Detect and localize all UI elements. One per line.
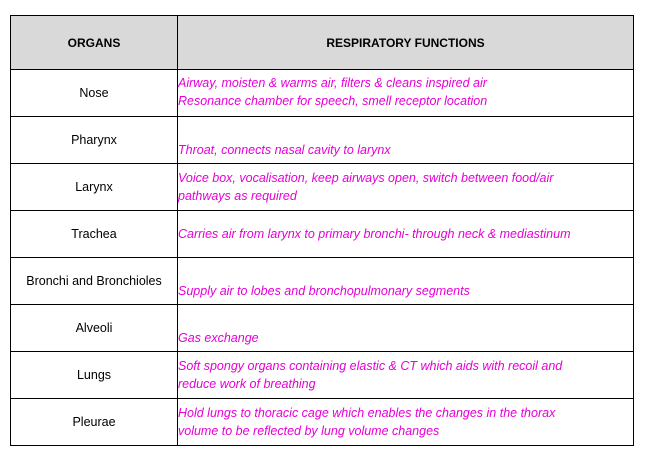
- table-header-row: [11, 16, 634, 70]
- table-row: [11, 352, 634, 399]
- function-text: volume to be reflected by lung volume changes: [178, 424, 440, 438]
- organ-name: Nose: [11, 70, 178, 117]
- organs-column-header: ORGANS: [11, 16, 178, 70]
- function-text: Soft spongy organs containing elastic & CT which aids with recoil and: [178, 359, 563, 373]
- organ-name: Trachea: [11, 211, 178, 258]
- function-text: reduce work of breathing: [178, 377, 316, 391]
- organ-name: Alveoli: [11, 305, 178, 352]
- table-row: [11, 305, 634, 352]
- table-row: [11, 258, 634, 305]
- function-text: Supply air to lobes and bronchopulmonary segments: [178, 284, 470, 298]
- function-text: Hold lungs to thoracic cage which enables the changes in the thorax: [178, 406, 556, 420]
- organ-name: Bronchi and Bronchioles: [11, 258, 178, 305]
- table-row: [11, 211, 634, 258]
- function-text: pathways as required: [178, 189, 297, 203]
- function-text: Voice box, vocalisation, keep airways open, switch between food/air: [178, 171, 554, 185]
- table-row: [11, 70, 634, 117]
- organ-name: Larynx: [11, 164, 178, 211]
- table-row: [11, 399, 634, 446]
- table-row: [11, 117, 634, 164]
- organ-name: Lungs: [11, 352, 178, 399]
- functions-column-header: RESPIRATORY FUNCTIONS: [178, 16, 634, 70]
- function-text: Gas exchange: [178, 331, 259, 345]
- function-text: Throat, connects nasal cavity to larynx: [178, 143, 391, 157]
- function-cell: [178, 164, 634, 211]
- function-text: Carries air from larynx to primary bronchi- through neck & mediastinum: [178, 227, 571, 241]
- function-cell: [178, 399, 634, 446]
- respiratory-functions-table: [10, 15, 634, 446]
- table-row: [11, 164, 634, 211]
- function-cell: [178, 117, 634, 164]
- function-cell: [178, 258, 634, 305]
- organ-name: Pleurae: [11, 399, 178, 446]
- function-text: Airway, moisten & warms air, filters & cleans inspired air: [178, 76, 487, 90]
- function-cell: [178, 305, 634, 352]
- function-cell: [178, 352, 634, 399]
- function-text: Resonance chamber for speech, smell receptor location: [178, 94, 488, 108]
- organ-name: Pharynx: [11, 117, 178, 164]
- function-cell: [178, 70, 634, 117]
- function-cell: [178, 211, 634, 258]
